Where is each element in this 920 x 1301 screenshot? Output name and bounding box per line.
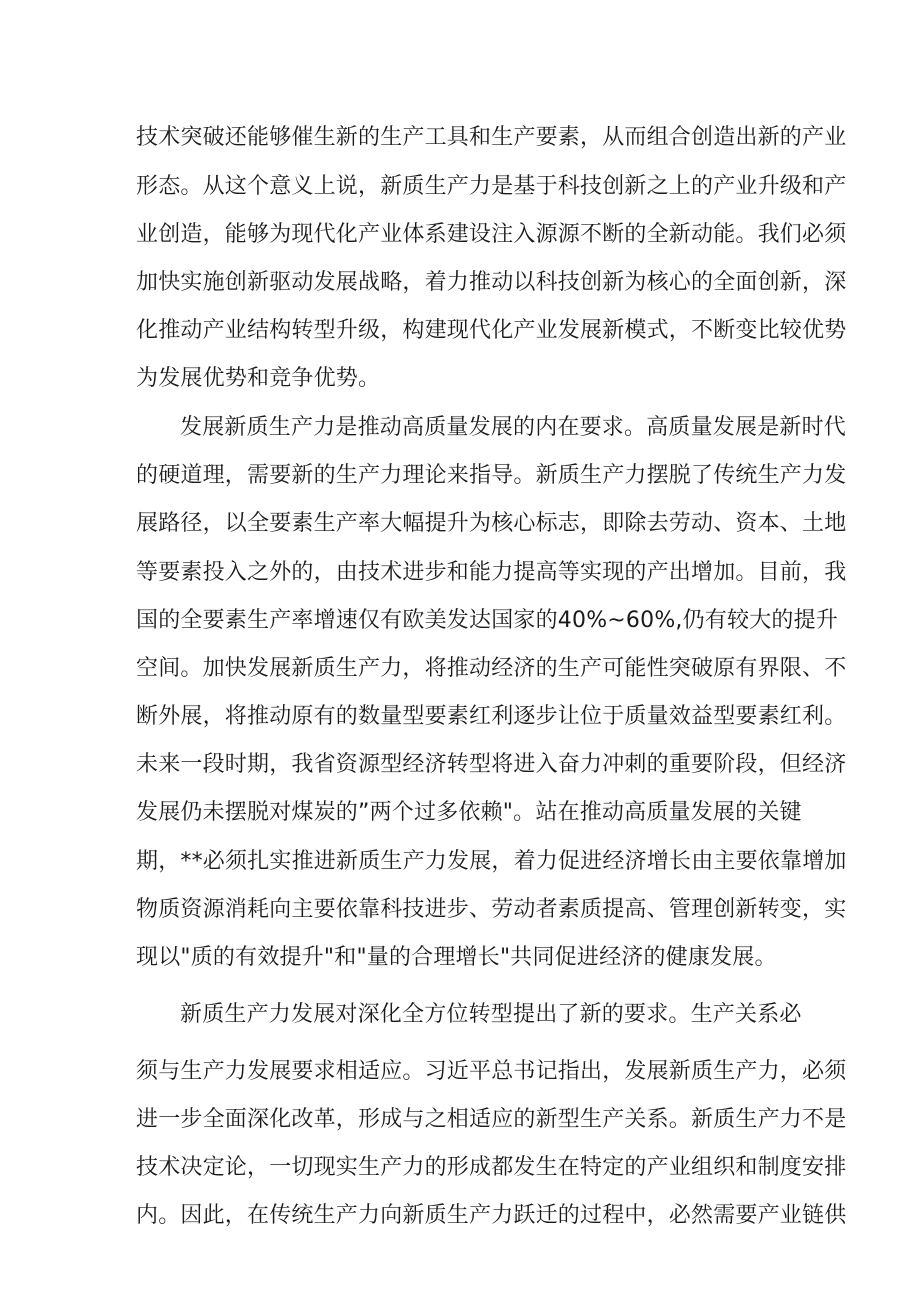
text-line: 发展新质生产力是推动高质量发展的内在要求。高质量发展是新时代 bbox=[180, 415, 847, 440]
text-line: 内。因此，在传统生产力向新质生产力跃迁的过程中，必然需要产业链供 bbox=[136, 1203, 847, 1228]
text-line: 新质生产力发展对深化全方位转型提出了新的要求。生产关系必 bbox=[180, 1002, 802, 1027]
text-line: 形态。从这个意义上说，新质生产力是基于科技创新之上的产业升级和产 bbox=[136, 174, 847, 199]
text-line: 技术决定论，一切现实生产力的形成都发生在特定的产业组织和制度安排 bbox=[136, 1155, 847, 1180]
text-line: 物质资源消耗向主要依靠科技进步、劳动者素质提高、管理创新转变，实 bbox=[136, 897, 847, 922]
text-line: 技术突破还能够催生新的生产工具和生产要素，从而组合创造出新的产业 bbox=[136, 125, 847, 150]
text-line: 空间。加快发展新质生产力，将推动经济的生产可能性突破原有界限、不 bbox=[136, 656, 847, 681]
text-line: 等要素投入之外的，由技术进步和能力提高等实现的产出增加。目前，我 bbox=[136, 560, 847, 585]
text-line: 发展仍未摆脱对煤炭的”两个过多依赖"。站在推动高质量发展的关键 bbox=[136, 800, 802, 825]
text-line: 加快实施创新驱动发展战略，着力推动以科技创新为核心的全面创新，深 bbox=[136, 270, 847, 295]
text-line: 未来一段时期，我省资源型经济转型将进入奋力冲刺的重要阶段，但经济 bbox=[136, 752, 847, 777]
text-line: 进一步全面深化改革，形成与之相适应的新型生产关系。新质生产力不是 bbox=[136, 1107, 847, 1132]
text-line: 的硬道理，需要新的生产力理论来指导。新质生产力摆脱了传统生产力发 bbox=[136, 463, 847, 488]
text-line: 化推动产业结构转型升级，构建现代化产业发展新模式，不断变比较优势 bbox=[136, 318, 847, 343]
text-line: 期，**必须扎实推进新质生产力发展，着力促进经济增长由主要依靠增加 bbox=[136, 849, 847, 874]
text-line: 国的全要素生产率增速仅有欧美发达国家的40%~60%,仍有较大的提升 bbox=[136, 608, 839, 633]
text-line: 为发展优势和竞争优势。 bbox=[136, 366, 381, 391]
text-line: 断外展，将推动原有的数量型要素红利逐步让位于质量效益型要素红利。 bbox=[136, 704, 847, 729]
text-line: 须与生产力发展要求相适应。习近平总书记指出，发展新质生产力，必须 bbox=[136, 1059, 847, 1084]
text-line: 现以"质的有效提升"和"量的合理增长"共同促进经济的健康发展。 bbox=[136, 945, 777, 970]
text-line: 展路径，以全要素生产率大幅提升为核心标志，即除去劳动、资本、土地 bbox=[136, 511, 847, 536]
text-line: 业创造，能够为现代化产业体系建设注入源源不断的全新动能。我们必须 bbox=[136, 222, 847, 247]
